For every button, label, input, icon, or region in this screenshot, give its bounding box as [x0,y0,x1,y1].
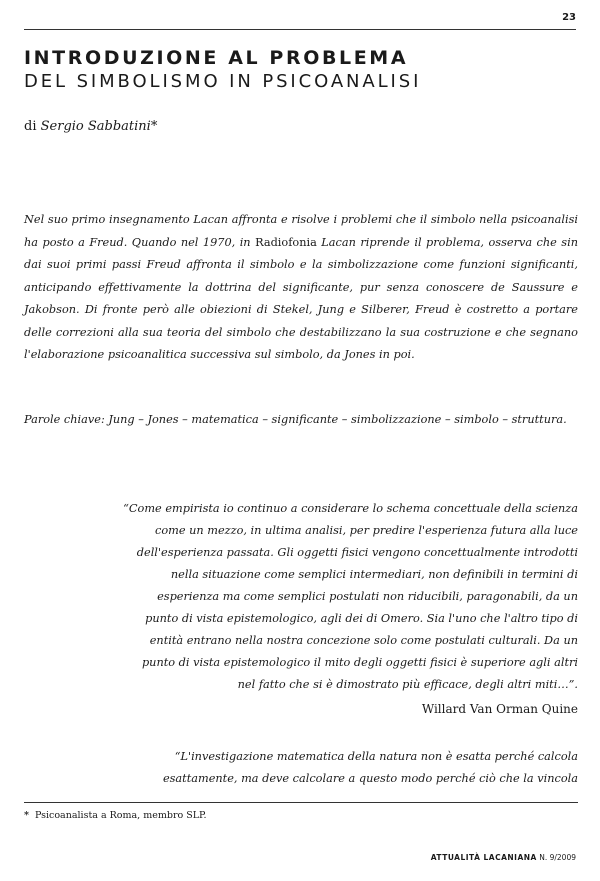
journal-name: ATTUALITÀ LACANIANA [430,853,537,862]
byline-prefix: di [24,119,37,134]
byline [24,119,157,134]
header-rule [24,29,576,30]
epigraph-line: esperienza ma come semplici postulati non riducibili, paragonabili, da un [157,590,578,603]
footnote-text: Psicoanalista a Roma, membro SLP. [34,810,207,821]
abstract-part1: Nel suo primo insegnamento Lacan affronta e risolve i problemi che il simbolo nella psicoanalisi ha posto a Freud. Quando nel 1970, in [24,213,578,249]
epigraph-line: “Come empirista io continuo a considerare lo schema concettuale della scienza [123,502,578,515]
abstract [24,209,578,367]
article-title-line1: INTRODUZIONE AL PROBLEMA [24,47,409,69]
article-title-line2: DEL SIMBOLISMO IN PSICOANALISI [24,71,422,92]
journal-issue: N. 9/2009 [539,853,576,862]
abstract-work-title: Radiofonia [255,235,317,249]
epigraph-second [58,746,578,790]
author-name: Sergio Sabbatini* [40,119,158,134]
epigraph-line: esattamente, ma deve calcolare a questo modo perché ciò che la vincola [162,772,578,785]
epigraph-line: punto di vista epistemologico il mito degli oggetti fisici è superiore agli altri [141,656,578,669]
epigraph-attribution: Willard Van Orman Quine [421,702,578,716]
abstract-part2: Lacan riprende il problema, osserva che sin dai suoi primi passi Freud affronta il simbolo e la simbolizzazione come funzioni significanti, anticipando effettivamente la dottrina del significante, pur senza conoscere de Saussure e Jakobson. Di fronte però alle obiezioni di Stekel, Jung e Silberer, Freud è costretto a portare delle correzioni alla sua teoria del simbolo che destabilizzano la sua costruzione e che segnano l'elaborazione psicoanalitica successiva sul simbolo, da Jones in poi. [24,235,578,361]
epigraph-line: “L'investigazione matematica della natura non è esatta perché calcola [174,750,578,763]
footnote-mark: * [24,810,29,821]
epigraph-line: nel fatto che si è dimostrato più efficace, degli altri miti…”. [237,678,578,691]
page-number: 23 [562,12,576,23]
footnote-rule [24,802,578,803]
epigraph-line: punto di vista epistemologico, agli dei di Omero. Sia l'uno che l'altro tipo di [145,612,578,625]
footnote [24,810,207,821]
epigraph-line: dell'esperienza passata. Gli oggetti fisici vengono concettualmente introdotti [136,546,578,559]
journal-footer [431,853,576,862]
epigraph-line: come un mezzo, in ultima analisi, per predire l'esperienza futura alla luce [155,524,578,537]
epigraph-quine [58,498,578,696]
keywords: Parole chiave: Jung – Jones – matematica – significante – simbolizzazione – simbolo – struttura. [24,413,567,426]
epigraph-line: entità entrano nella nostra concezione solo come postulati culturali. Da un [149,634,578,647]
epigraph-line: nella situazione come semplici intermediari, non definibili in termini di [170,568,578,581]
